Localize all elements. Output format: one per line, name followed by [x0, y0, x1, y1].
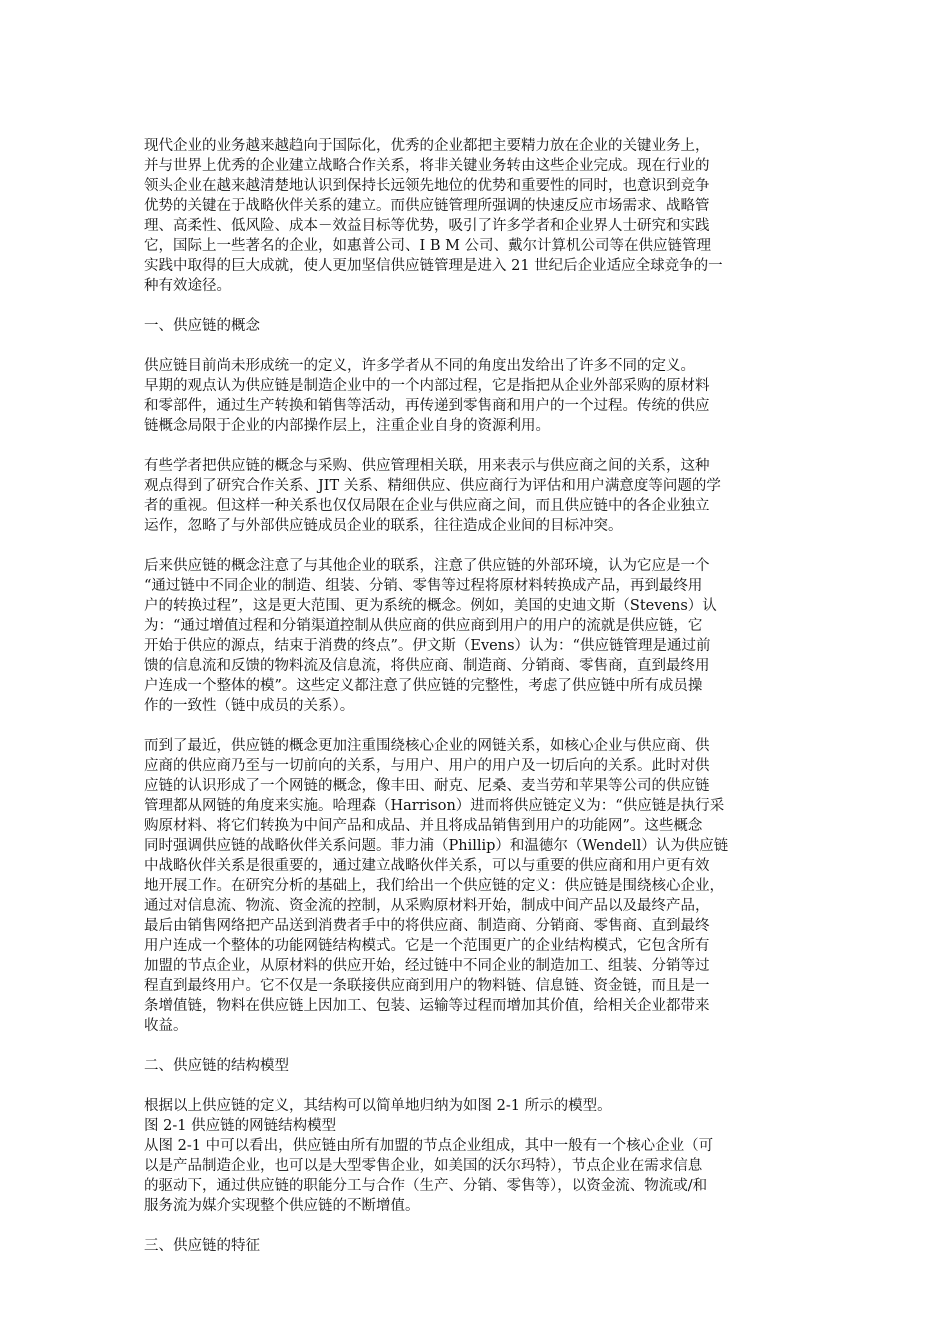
- text-line: 最后由销售网络把产品送到消费者手中的将供应商、制造商、分销商、零售商、直到最终: [144, 918, 710, 934]
- text-line: 而到了最近，供应链的概念更加注重围绕核心企业的网链关系，如核心企业与供应商、供: [144, 738, 710, 754]
- section-heading-structure-model: 二、供应链的结构模型: [144, 1058, 289, 1074]
- text-line: 观点得到了研究合作关系、JIT 关系、精细供应、供应商行为评估和用户满意度等问题的学: [144, 478, 721, 494]
- text-line: 领头企业在越来越清楚地认识到保持长远领先地位的优势和重要性的同时，也意识到竞争: [144, 178, 710, 194]
- text-line: “通过链中不同企业的制造、组装、分销、零售等过程将原材料转换成产品，再到最终用: [144, 578, 703, 594]
- concept-paragraph-3: [144, 556, 808, 716]
- text-line: 户的转换过程”，这是更大范围、更为系统的概念。例如，美国的史迪文斯（Stevens）认: [144, 598, 717, 614]
- text-line: 后来供应链的概念注意了与其他企业的联系，注意了供应链的外部环境，认为它应是一个: [144, 558, 710, 574]
- text-line: 馈的信息流和反馈的物料流及信息流，将供应商、制造商、分销商、零售商，直到最终用: [144, 658, 710, 674]
- text-line: 开始于供应的源点，结束于消费的终点”。伊文斯（Evens）认为：“供应链管理是通过前: [144, 638, 711, 654]
- text-line: 种有效途径。: [144, 278, 231, 294]
- text-line: 链概念局限于企业的内部操作层上，注重企业自身的资源利用。: [144, 418, 550, 434]
- text-line: 者的重视。但这样一种关系也仅仅局限在企业与供应商之间，而且供应链中的各企业独立: [144, 498, 710, 514]
- text-line: 和零部件，通过生产转换和销售等活动，再传递到零售商和用户的一个过程。传统的供应: [144, 398, 710, 414]
- text-line: 户连成一个整体的模”。这些定义都注意了供应链的完整性，考虑了供应链中所有成员操: [144, 678, 703, 694]
- text-line: 应商的供应商乃至与一切前向的关系，与用户、用户的用户及一切后向的关系。此时对供: [144, 758, 710, 774]
- text-line: 作的一致性（链中成员的关系）。: [144, 698, 355, 714]
- text-line: 运作，忽略了与外部供应链成员企业的联系，往往造成企业间的目标冲突。: [144, 518, 623, 534]
- text-line: 地开展工作。在研究分析的基础上，我们给出一个供应链的定义：供应链是围绕核心企业，: [144, 878, 724, 894]
- text-line: 条增值链，物料在供应链上因加工、包装、运输等过程而增加其价值，给相关企业都带来: [144, 998, 710, 1014]
- document-page: [144, 136, 808, 1276]
- text-line: 从图 2-1 中可以看出，供应链由所有加盟的节点企业组成，其中一般有一个核心企业（可: [144, 1138, 714, 1154]
- text-line: 收益。: [144, 1018, 188, 1034]
- text-line: 购原材料、将它们转换为中间产品和成品、并且将成品销售到用户的功能网”。这些概念: [144, 818, 703, 834]
- text-line: 服务流为媒介实现整个供应链的不断增值。: [144, 1198, 420, 1214]
- text-line: 中战略伙伴关系是很重要的，通过建立战略伙伴关系，可以与重要的供应商和用户更有效: [144, 858, 710, 874]
- text-line: 加盟的节点企业，从原材料的供应开始，经过链中不同企业的制造加工、组装、分销等过: [144, 958, 710, 974]
- intro-paragraph: [144, 136, 808, 296]
- section-heading-concept: 一、供应链的概念: [144, 318, 260, 334]
- text-line: 通过对信息流、物流、资金流的控制，从采购原材料开始，制成中间产品以及最终产品，: [144, 898, 710, 914]
- text-line: 根据以上供应链的定义，其结构可以简单地归纳为如图 2-1 所示的模型。: [144, 1098, 612, 1114]
- text-line: 为：“通过增值过程和分销渠道控制从供应商的供应商到用户的用户的流就是供应链，它: [144, 618, 703, 634]
- text-line: 的驱动下，通过供应链的职能分工与合作（生产、分销、零售等），以资金流、物流或/和: [144, 1178, 708, 1194]
- concept-paragraph-2: [144, 456, 808, 536]
- concept-paragraph-4: [144, 736, 808, 1036]
- text-line: 早期的观点认为供应链是制造企业中的一个内部过程，它是指把从企业外部采购的原材料: [144, 378, 710, 394]
- text-line: 优势的关键在于战略伙伴关系的建立。而供应链管理所强调的快速反应市场需求、战略管: [144, 198, 710, 214]
- structure-paragraph: [144, 1096, 808, 1216]
- text-line: 用户连成一个整体的功能网链结构模式。它是一个范围更广的企业结构模式，它包含所有: [144, 938, 710, 954]
- text-line: 同时强调供应链的战略伙伴关系问题。菲力浦（Phillip）和温德尔（Wendell）认为供应链: [144, 838, 729, 854]
- figure-caption: 图 2-1 供应链的网链结构模型: [144, 1118, 337, 1134]
- text-line: 实践中取得的巨大成就，使人更加坚信供应链管理是进入 21 世纪后企业适应全球竞争的一: [144, 258, 723, 274]
- text-line: 程直到最终用户。它不仅是一条联接供应商到用户的物料链、信息链、资金链，而且是一: [144, 978, 710, 994]
- text-line: 它，国际上一些著名的企业，如惠普公司、I B M 公司、戴尔计算机公司等在供应链管理: [144, 238, 712, 254]
- concept-paragraph-1: [144, 356, 808, 436]
- section-heading-characteristics: 三、供应链的特征: [144, 1238, 260, 1254]
- text-line: 管理都从网链的角度来实施。哈理森（Harrison）进而将供应链定义为：“供应链是执行采: [144, 798, 725, 814]
- text-line: 现代企业的业务越来越趋向于国际化，优秀的企业都把主要精力放在企业的关键业务上，: [144, 138, 710, 154]
- text-line: 以是产品制造企业，也可以是大型零售企业，如美国的沃尔玛特），节点企业在需求信息: [144, 1158, 703, 1174]
- text-line: 供应链目前尚未形成统一的定义，许多学者从不同的角度出发给出了许多不同的定义。: [144, 358, 695, 374]
- text-line: 理、高柔性、低风险、成本－效益目标等优势，吸引了许多学者和企业界人士研究和实践: [144, 218, 710, 234]
- text-line: 并与世界上优秀的企业建立战略合作关系，将非关键业务转由这些企业完成。现在行业的: [144, 158, 710, 174]
- text-line: 有些学者把供应链的概念与采购、供应管理相关联，用来表示与供应商之间的关系，这种: [144, 458, 710, 474]
- text-line: 应链的认识形成了一个网链的概念，像丰田、耐克、尼桑、麦当劳和苹果等公司的供应链: [144, 778, 710, 794]
